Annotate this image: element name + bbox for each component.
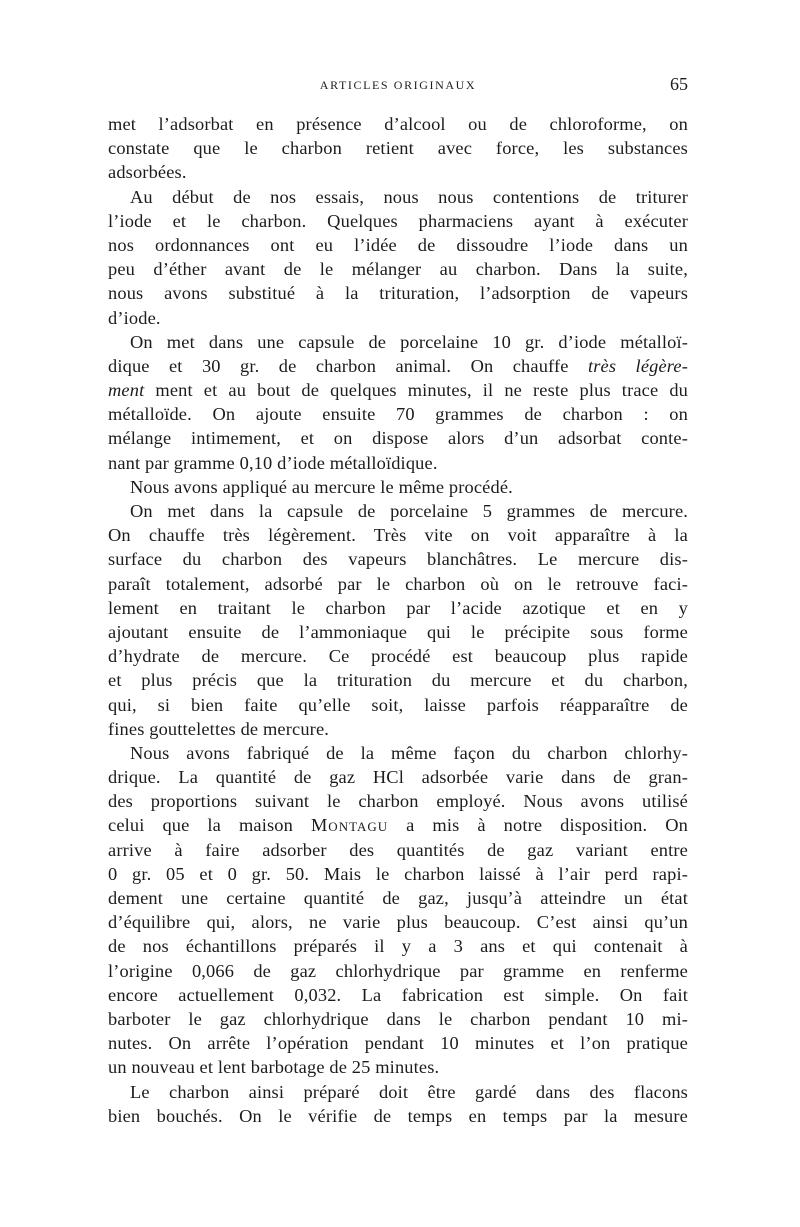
emphasis-text: ment	[108, 380, 145, 401]
text-line: d’équilibre qui, alors, ne varie plus beaucoup. C’est ainsi qu’un	[108, 912, 688, 933]
text-line: met l’adsorbat en présence d’alcool ou de chloroforme, on	[108, 114, 688, 134]
text-line: des proportions suivant le charbon employé. Nous avons utilisé	[108, 791, 688, 812]
text-line: paraît totalement, adsorbé par le charbon où on le retrouve faci-	[108, 573, 688, 594]
text-line: nos ordonnances ont eu l’idée de dissoudre l’iode dans un	[108, 234, 688, 255]
text-line: ajoutant ensuite de l’ammoniaque qui le précipite sous forme	[108, 621, 688, 642]
text-line: Nous avons fabriqué de la même façon du charbon chlorhy-	[130, 742, 688, 763]
body-text	[108, 112, 688, 1128]
text-line: Le charbon ainsi préparé doit être gardé dans des flacons	[130, 1081, 688, 1102]
text-line: surface du charbon des vapeurs blanchâtres. Le mercure dis-	[108, 549, 688, 570]
paragraph	[108, 330, 688, 475]
text-line: d’iode.	[108, 307, 161, 328]
text-line: On chauffe très légèrement. Très vite on voit apparaître à la	[108, 525, 688, 546]
text-line: On met dans la capsule de porcelaine 5 grammes de mercure.	[130, 501, 688, 521]
paragraph	[108, 1080, 688, 1128]
text-line: adsorbées.	[108, 162, 187, 183]
text-line: dement une certaine quantité de gaz, jusqu’à atteindre un état	[108, 888, 688, 908]
text-line: un nouveau et lent barbotage de 25 minutes.	[108, 1057, 440, 1078]
paragraph	[108, 475, 688, 499]
paragraph	[108, 185, 688, 330]
text-line: nant par gramme 0,10 d’iode métalloïdique.	[108, 452, 438, 473]
text-line: d’hydrate de mercure. Ce procédé est beaucoup plus rapide	[108, 646, 688, 667]
text-segment: celui que la maison	[108, 815, 293, 836]
text-line: 0 gr. 05 et 0 gr. 50. Mais le charbon laissé à l’air perd rapi-	[108, 863, 688, 884]
text-line: l’origine 0,066 de gaz chlorhydrique par gramme en renferme	[108, 960, 688, 981]
text-line: métalloïde. On ajoute ensuite 70 grammes de charbon : on	[108, 404, 688, 425]
emphasis-text: très légère-	[587, 355, 688, 376]
paragraph	[108, 112, 688, 185]
running-title: ARTICLES ORIGINAUX	[319, 78, 477, 92]
text-line: bien bouchés. On le vérifie de temps en temps par la mesure	[108, 1105, 688, 1126]
text-line: peu d’éther avant de le mélanger au charbon. Dans la suite,	[108, 259, 688, 280]
text-line: barboter le gaz chlorhydrique dans le charbon pendant 10 mi-	[108, 1008, 688, 1029]
text-line: constate que le charbon retient avec force, les substances	[108, 138, 688, 159]
paragraph	[108, 499, 688, 741]
text-line: lement en traitant le charbon par l’acide azotique et en y	[108, 597, 688, 618]
text-line: l’iode et le charbon. Quelques pharmaciens ayant à exécuter	[108, 210, 688, 231]
text-line: arrive à faire adsorber des quantités de gaz variant entre	[108, 839, 688, 860]
text-line: On met dans une capsule de porcelaine 10 gr. d’iode métalloï-	[130, 331, 688, 352]
text-line	[108, 813, 688, 837]
text-segment: dique et 30 gr. de charbon animal. On chauffe	[108, 355, 569, 376]
text-line: encore actuellement 0,032. La fabrication est simple. On fait	[108, 984, 688, 1005]
text-segment: a mis à notre disposition. On	[406, 815, 689, 836]
text-line: mélange intimement, et on dispose alors d’un adsorbat conte-	[108, 428, 688, 449]
running-head	[108, 70, 688, 100]
page-number: 65	[670, 74, 688, 94]
text-line: de nos échantillons préparés il y a 3 ans et qui contenait à	[108, 936, 688, 957]
text-line: nous avons substitué à la trituration, l’adsorption de vapeurs	[108, 283, 688, 304]
text-line	[108, 354, 688, 378]
text-line: et plus précis que la trituration du mercure et du charbon,	[108, 670, 688, 691]
text-line: fines gouttelettes de mercure.	[108, 718, 330, 739]
text-line: nutes. On arrête l’opération pendant 10 minutes et l’on pratique	[108, 1033, 688, 1054]
text-line	[108, 378, 688, 402]
paragraph	[108, 741, 688, 1080]
text-line: drique. La quantité de gaz HCl adsorbée varie dans de gran-	[108, 767, 688, 788]
text-line: Nous avons appliqué au mercure le même procédé.	[130, 476, 513, 497]
text-line: Au début de nos essais, nous nous contentions de triturer	[130, 186, 688, 207]
text-segment: ment et au bout de quelques minutes, il ne reste plus trace du	[155, 380, 689, 401]
smallcaps-name: Montagu	[310, 815, 389, 836]
text-line: qui, si bien faite qu’elle soit, laisse parfois réapparaître de	[108, 694, 688, 715]
